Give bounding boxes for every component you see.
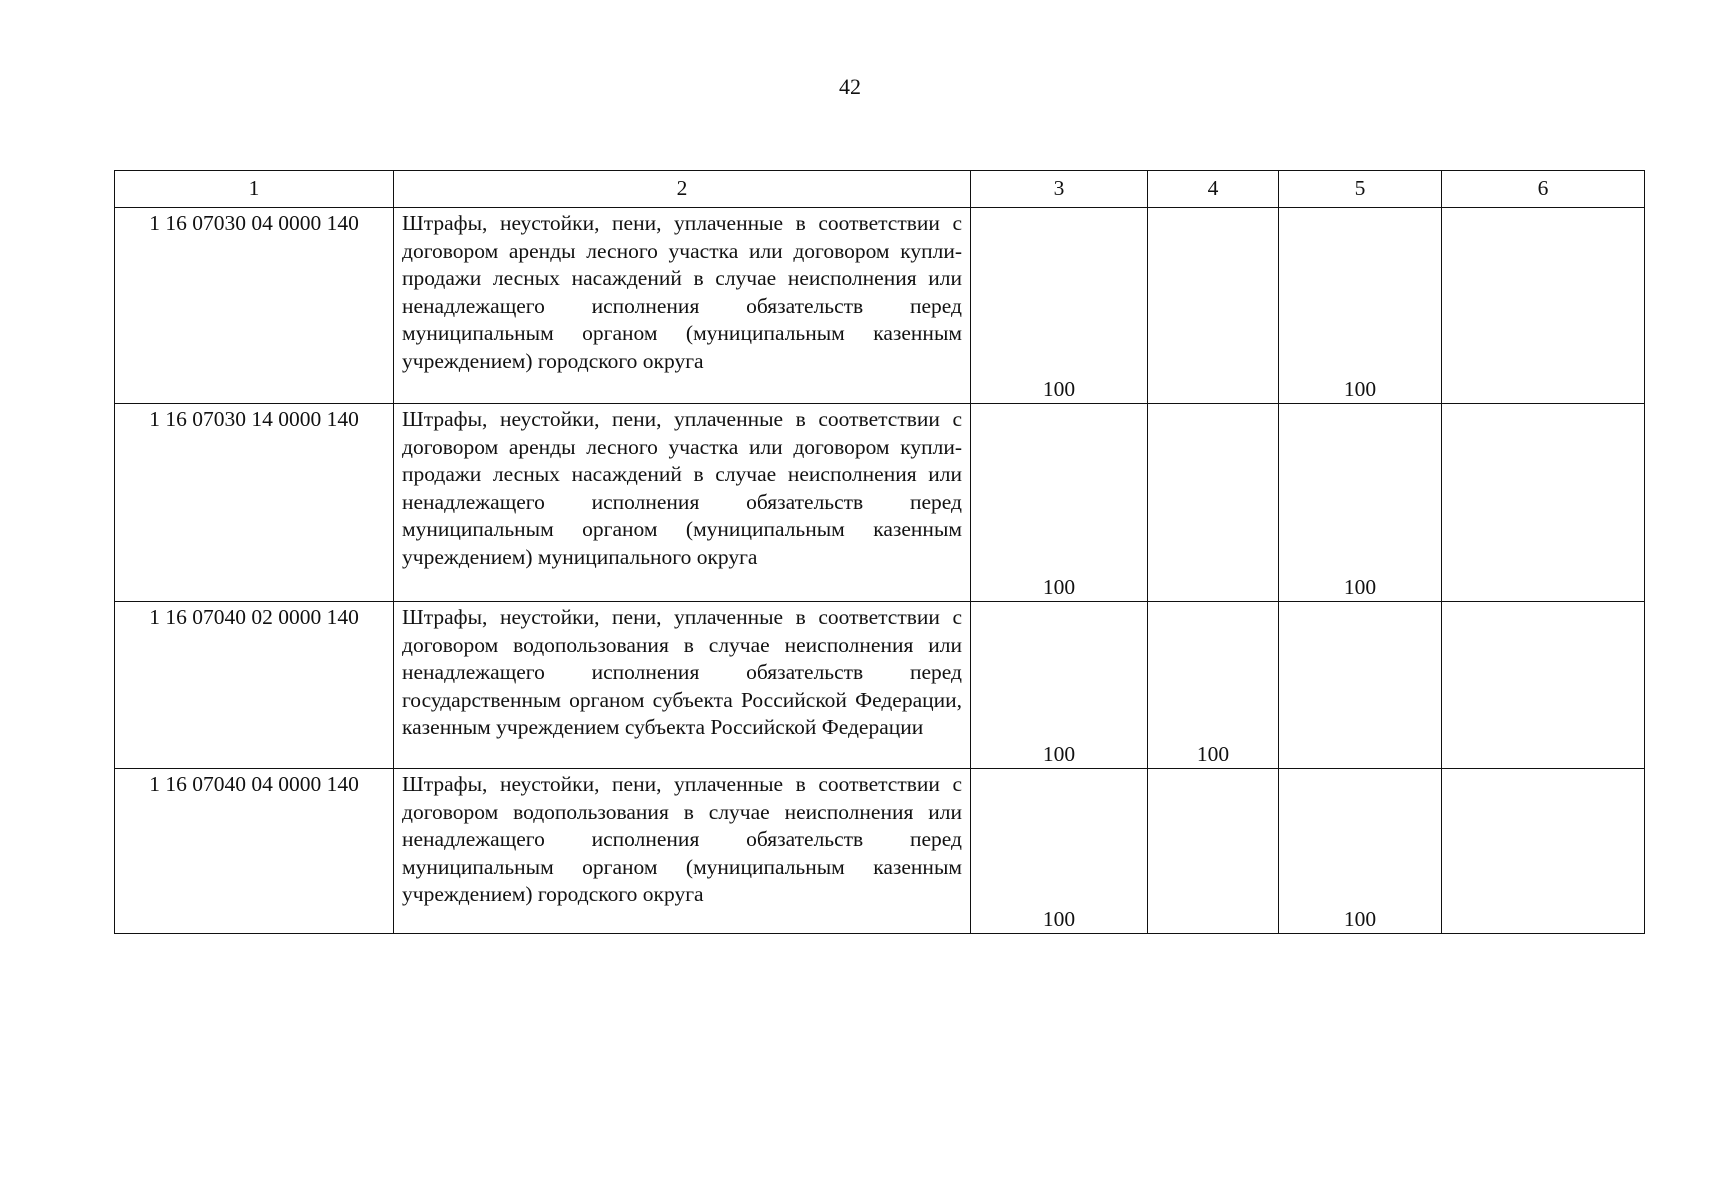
table-row xyxy=(115,208,1645,404)
col3-value: 100 xyxy=(971,208,1148,404)
col5-value: 100 xyxy=(1279,208,1442,404)
revenue-table xyxy=(114,170,1645,934)
col5-value xyxy=(1279,602,1442,769)
col6-value xyxy=(1442,602,1645,769)
col5-value: 100 xyxy=(1279,404,1442,602)
budget-code: 1 16 07030 04 0000 140 xyxy=(115,208,394,404)
col4-value: 100 xyxy=(1148,602,1279,769)
header-col-5: 5 xyxy=(1279,171,1442,208)
header-col-1: 1 xyxy=(115,171,394,208)
table-row xyxy=(115,602,1645,769)
col3-value: 100 xyxy=(971,602,1148,769)
col4-value xyxy=(1148,208,1279,404)
description: Штрафы, неустойки, пени, уплаченные в соответствии с договором аренды лесного участка или договором купли-продажи лесных насаждений в случае неисполнения или ненадлежащего исполнения обязательств перед муниципальным органом (муниципальным казенным учреждением) муниципального округа xyxy=(394,404,971,602)
col6-value xyxy=(1442,208,1645,404)
header-col-3: 3 xyxy=(971,171,1148,208)
budget-code: 1 16 07040 04 0000 140 xyxy=(115,769,394,934)
description: Штрафы, неустойки, пени, уплаченные в соответствии с договором водопользования в случае неисполнения или ненадлежащего исполнения обязательств перед государственным органом субъекта Российской Федерации, казенным учреждением субъекта Российской Федерации xyxy=(394,602,971,769)
header-col-6: 6 xyxy=(1442,171,1645,208)
col3-value: 100 xyxy=(971,404,1148,602)
table-row xyxy=(115,769,1645,934)
description: Штрафы, неустойки, пени, уплаченные в соответствии с договором аренды лесного участка или договором купли-продажи лесных насаждений в случае неисполнения или ненадлежащего исполнения обязательств перед муниципальным органом (муниципальным казенным учреждением) городского округа xyxy=(394,208,971,404)
budget-code: 1 16 07030 14 0000 140 xyxy=(115,404,394,602)
page-number: 42 xyxy=(839,74,861,99)
table-header-row xyxy=(115,171,1645,208)
header-col-4: 4 xyxy=(1148,171,1279,208)
col4-value xyxy=(1148,769,1279,934)
col6-value xyxy=(1442,404,1645,602)
col5-value: 100 xyxy=(1279,769,1442,934)
description: Штрафы, неустойки, пени, уплаченные в соответствии с договором водопользования в случае неисполнения или ненадлежащего исполнения обязательств перед муниципальным органом (муниципальным казенным учреждением) городского округа xyxy=(394,769,971,934)
header-col-2: 2 xyxy=(394,171,971,208)
table-row xyxy=(115,404,1645,602)
budget-code: 1 16 07040 02 0000 140 xyxy=(115,602,394,769)
col4-value xyxy=(1148,404,1279,602)
col3-value: 100 xyxy=(971,769,1148,934)
col6-value xyxy=(1442,769,1645,934)
